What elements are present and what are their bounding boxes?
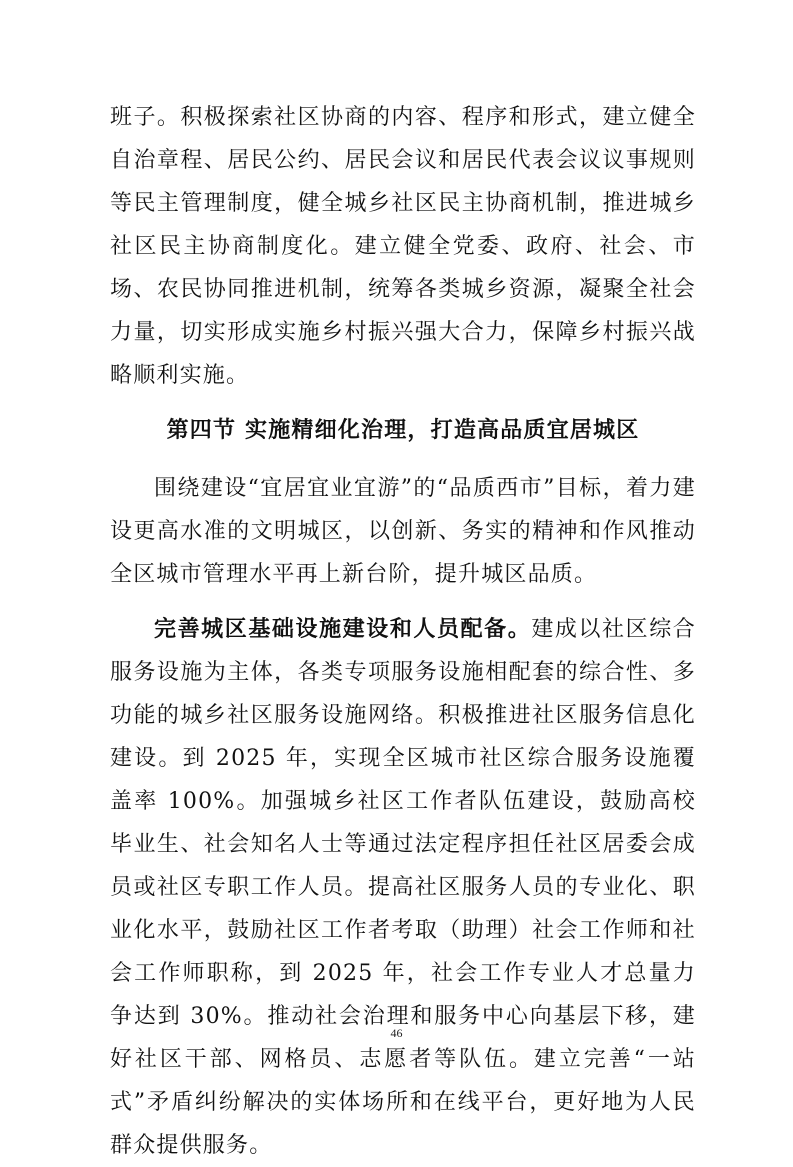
paragraph-body-text: 建成以社区综合服务设施为主体，各类专项服务设施相配套的综合性、多功能的城乡社区服务设施网络。积极推进社区服务信息化建设。到 2025 年，实现全区城市社区综合服务设施覆盖率 100%。加强城乡社区工作者队伍建设，鼓励高校毕业生、社会知名人士等通过法定程序担任社区居委会成员或社区专职工作人员。提高社区服务人员的专业化、职业化水平，鼓励社区工作者考取（助理）社会工作师和社会工作师职称，到 2025 年，社会工作专业人才总量力争达到 30%。推动社会治理和服务中心向基层下移，建好社区干部、网格员、志愿者等队伍。建立完善“一站式”矛盾纠纷解决的实体场所和在线平台，更好地为人民群众提供服务。 (110, 617, 697, 1158)
body-paragraph-continued: 班子。积极探索社区协商的内容、程序和形式，建立健全自治章程、居民公约、居民会议和居民代表会议议事规则等民主管理制度，健全城乡社区民主协商机制，推进城乡社区民主协商制度化。建立健全党委、政府、社会、市场、农民协同推进机制，统筹各类城乡资源，凝聚全社会力量，切实形成实施乡村振兴强大合力，保障乡村振兴战略顺利实施。 (110, 105, 696, 388)
section-heading: 第四节 实施精细化治理，打造高品质宜居城区 (166, 418, 640, 443)
page-number: 46 (390, 1026, 403, 1040)
body-paragraph-infrastructure (110, 608, 696, 1167)
paragraph-spacer (110, 596, 696, 608)
paragraph-lead-text: 完善城区基础设施建设和人员配备。 (154, 617, 532, 642)
document-page (110, 96, 696, 1167)
body-paragraph-intro: 围绕建设“宜居宜业宜游”的“品质西市”目标，着力建设更高水准的文明城区，以创新、务实的精神和作风推动全区城市管理水平再上新台阶，提升城区品质。 (110, 476, 696, 587)
